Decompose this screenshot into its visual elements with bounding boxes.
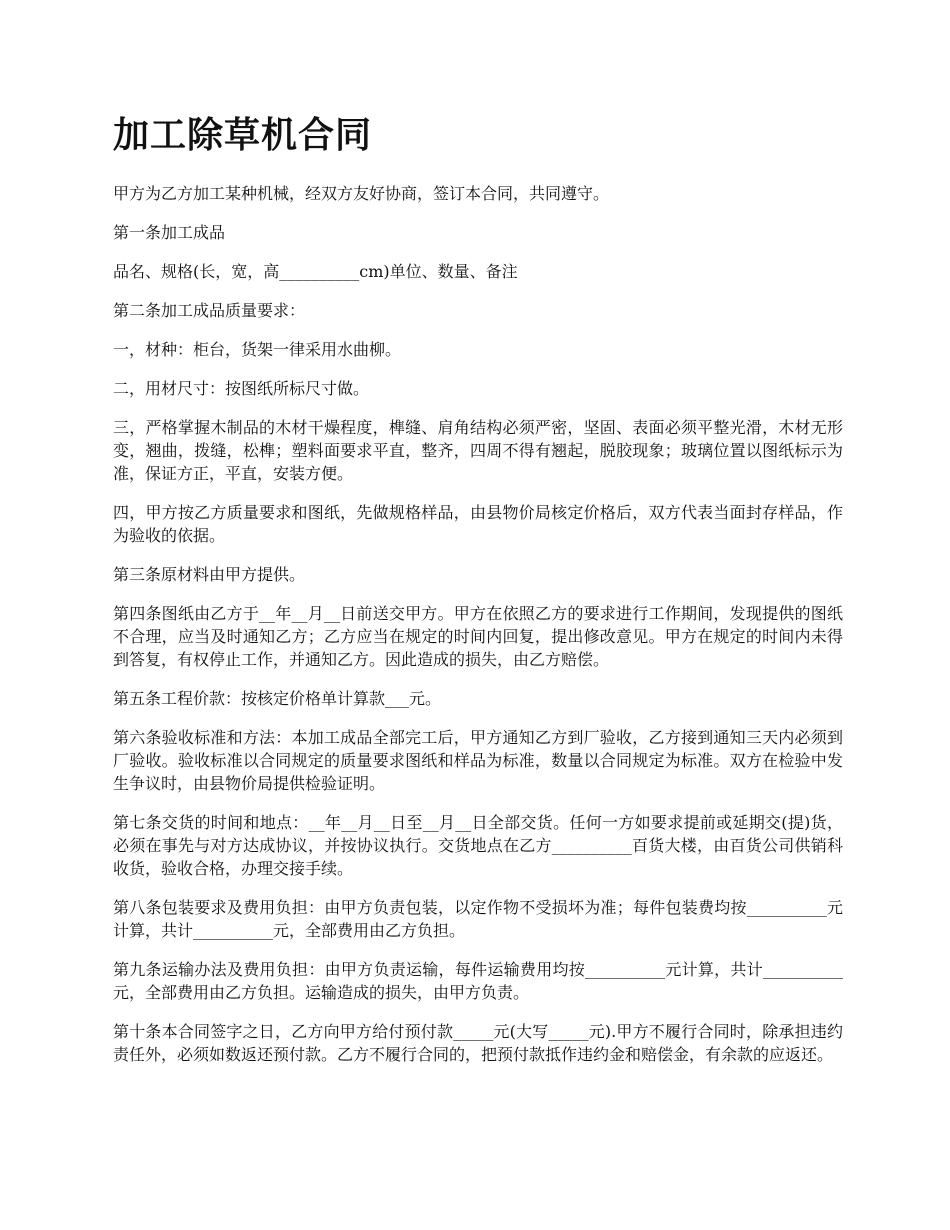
article-4: 第四条图纸由乙方于__年__月__日前送交甲方。甲方在依照乙方的要求进行工作期间，发现提供的图纸不合理，应当及时通知乙方；乙方应当在规定的时间内回复，提出修改意见。甲方在规定的时间内未得到答复，有权停止工作，并通知乙方。因此造成的损失，由乙方赔偿。 <box>113 604 843 669</box>
document-title: 加工除草机合同 <box>113 115 373 156</box>
article-3: 第三条原材料由甲方提供。 <box>113 565 306 584</box>
article-1-spec: 品名、规格(长，宽，高__________cm)单位、数量、备注 <box>113 262 518 281</box>
intro-paragraph: 甲方为乙方加工某种机械，经双方友好协商，签订本合同，共同遵守。 <box>113 184 610 203</box>
article-2-item-2: 二，用材尺寸：按图纸所标尺寸做。 <box>113 379 370 398</box>
article-9: 第九条运输办法及费用负担：由甲方负责运输，每件运输费用均按__________元计算，共计__________元，全部费用由乙方负担。运输造成的损失，由甲方负责。 <box>113 960 843 1002</box>
document-page <box>113 110 843 1082</box>
article-7: 第七条交货的时间和地点：__年__月__日至__月__日全部交货。任何一方如要求提前或延期交(提)货，必须在事先与对方达成协议，并按协议执行。交货地点在乙方__________百货大楼，由百货公司供销科收货，验收合格，办理交接手续。 <box>113 813 843 878</box>
article-6: 第六条验收标准和方法：本加工成品全部完工后，甲方通知乙方到厂验收，乙方接到通知三天内必须到厂验收。验收标准以合同规定的质量要求图纸和样品为标准，数量以合同规定为标准。双方在检验中发生争议时，由县物价局提供检验证明。 <box>113 728 843 793</box>
article-1-heading: 第一条加工成品 <box>113 223 226 242</box>
article-2-item-1: 一，材种：柜台，货架一律采用水曲柳。 <box>113 340 402 359</box>
article-5: 第五条工程价款：按核定价格单计算款___元。 <box>113 689 442 708</box>
article-2-heading: 第二条加工成品质量要求： <box>113 301 306 320</box>
article-2-item-4: 四，甲方按乙方质量要求和图纸，先做规格样品，由县物价局核定价格后，双方代表当面封存样品，作为验收的依据。 <box>113 503 843 545</box>
article-2-item-3: 三，严格掌握木制品的木材干燥程度，榫缝、肩角结构必须严密，坚固、表面必须平整光滑，木材无形变，翘曲，拨缝，松榫；塑料面要求平直，整齐，四周不得有翘起，脱胶现象；玻璃位置以图纸标示为准，保证方正，平直，安装方便。 <box>113 418 843 483</box>
article-8: 第八条包装要求及费用负担：由甲方负责包装，以定作物不受损坏为准；每件包装费均按__________元计算，共计__________元，全部费用由乙方负担。 <box>113 898 843 940</box>
article-10: 第十条本合同签字之日，乙方向甲方给付预付款_____元(大写_____元).甲方不履行合同时，除承担违约责任外，必须如数返还预付款。乙方不履行合同的，把预付款抵作违约金和赔偿金，有余款的应返还。 <box>113 1022 843 1064</box>
